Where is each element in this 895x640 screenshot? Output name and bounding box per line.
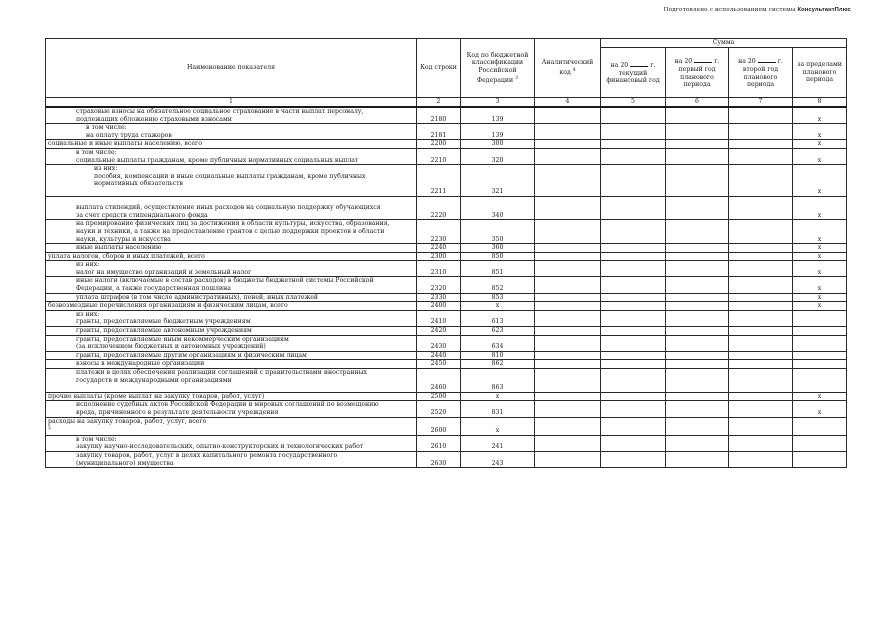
col-first-year-header bbox=[666, 48, 729, 98]
row-label-line: страховые взносы на обязательное социальное страхование в части выплат персоналу, bbox=[76, 108, 364, 115]
row-label-line: в том числе: bbox=[76, 435, 117, 443]
row-kbk: 634 bbox=[461, 335, 535, 351]
row-sum-beyond: x bbox=[793, 124, 847, 140]
row-analytic-cell[interactable] bbox=[535, 293, 601, 302]
row-sum-current[interactable] bbox=[601, 302, 666, 311]
second-suffix: г. bbox=[777, 58, 783, 66]
row-kbk: 862 bbox=[461, 360, 535, 369]
row-label bbox=[46, 277, 417, 293]
top-note bbox=[0, 7, 851, 13]
row-analytic-cell[interactable] bbox=[535, 417, 601, 435]
row-code: 2230 bbox=[417, 220, 461, 244]
row-analytic-cell[interactable] bbox=[535, 148, 601, 164]
row-kbk: 851 bbox=[461, 261, 535, 277]
row-code: 2410 bbox=[417, 310, 461, 326]
row-code: 2181 bbox=[417, 124, 461, 140]
top-note-prefix: Подготовлено с использованием системы bbox=[663, 7, 798, 13]
row-kbk: 320 bbox=[461, 148, 535, 164]
row-sum-second[interactable] bbox=[729, 435, 793, 451]
row-label bbox=[46, 417, 417, 435]
row-label-line: исполнение судебных актов Российской Федерации и мировых соглашений по возмещению bbox=[76, 401, 379, 409]
row-code: 2430 bbox=[417, 335, 461, 351]
row-sum-current[interactable] bbox=[601, 293, 666, 302]
row-label-line: безвозмездные перечисления организациям и физическим лицам, всего bbox=[48, 302, 288, 310]
row-sum-current[interactable] bbox=[601, 196, 666, 220]
cur-suffix: г. bbox=[650, 62, 656, 70]
row-sum-current[interactable] bbox=[601, 107, 666, 124]
row-sum-first[interactable] bbox=[666, 360, 729, 369]
second-desc: второй год планового периода bbox=[742, 65, 779, 89]
table-row bbox=[46, 124, 847, 140]
row-sum-first[interactable] bbox=[666, 392, 729, 401]
row-code: 2450 bbox=[417, 360, 461, 369]
row-sum-beyond: x bbox=[793, 302, 847, 311]
col-number: 5 bbox=[601, 98, 666, 108]
table-row bbox=[46, 107, 847, 124]
row-sum-beyond: x bbox=[793, 261, 847, 277]
row-sum-beyond: x bbox=[793, 392, 847, 401]
row-code: 2310 bbox=[417, 261, 461, 277]
table-row bbox=[46, 369, 847, 393]
table-row bbox=[46, 417, 847, 435]
row-sum-current[interactable] bbox=[601, 261, 666, 277]
row-code: 2320 bbox=[417, 277, 461, 293]
expenses-table bbox=[45, 38, 847, 468]
row-kbk: 350 bbox=[461, 220, 535, 244]
row-label-line: на оплату труда стажеров bbox=[86, 131, 172, 139]
row-sum-beyond: x bbox=[793, 252, 847, 261]
kbk-footnote: 3 bbox=[515, 75, 518, 81]
row-sum-first[interactable] bbox=[666, 124, 729, 140]
row-label-line: в том числе: bbox=[86, 124, 127, 132]
row-sum-first[interactable] bbox=[666, 165, 729, 196]
row-analytic-cell[interactable] bbox=[535, 435, 601, 451]
row-sum-current[interactable] bbox=[601, 140, 666, 149]
row-label bbox=[46, 261, 417, 277]
row-label-line: уплата штрафов (в том числе административных), пеней, иных платежей bbox=[76, 293, 319, 301]
row-sum-current[interactable] bbox=[601, 452, 666, 468]
row-label-line: вреда, причиненного в результате деятельности учреждения bbox=[76, 408, 279, 416]
row-sum-beyond: x bbox=[793, 293, 847, 302]
first-suffix: г. bbox=[714, 58, 720, 66]
row-sum-beyond: x bbox=[793, 165, 847, 196]
table-row bbox=[46, 220, 847, 244]
row-label-line: иные налоги (включаемые в состав расходов) в бюджеты бюджетной системы Российской bbox=[76, 277, 374, 285]
row-label bbox=[46, 392, 417, 401]
row-label bbox=[46, 360, 417, 369]
row-sum-second[interactable] bbox=[729, 360, 793, 369]
row-sum-first[interactable] bbox=[666, 244, 729, 253]
table-row bbox=[46, 327, 847, 336]
row-sum-first[interactable] bbox=[666, 220, 729, 244]
row-label bbox=[46, 252, 417, 261]
row-sum-second[interactable] bbox=[729, 124, 793, 140]
row-label bbox=[46, 107, 417, 124]
row-code: 2440 bbox=[417, 351, 461, 360]
row-sum-current[interactable] bbox=[601, 369, 666, 393]
row-sum-second[interactable] bbox=[729, 417, 793, 435]
row-sum-second[interactable] bbox=[729, 327, 793, 336]
row-label bbox=[46, 401, 417, 417]
first-prefix: на 20 bbox=[674, 58, 693, 66]
row-code: 2500 bbox=[417, 392, 461, 401]
row-sum-second[interactable] bbox=[729, 140, 793, 149]
row-sum-current[interactable] bbox=[601, 252, 666, 261]
row-analytic-cell[interactable] bbox=[535, 244, 601, 253]
row-sum-beyond: x bbox=[793, 107, 847, 124]
row-sum-beyond: x bbox=[793, 220, 847, 244]
row-analytic-cell[interactable] bbox=[535, 220, 601, 244]
row-sum-second[interactable] bbox=[729, 196, 793, 220]
row-sum-second[interactable] bbox=[729, 401, 793, 417]
row-label bbox=[46, 435, 417, 451]
table-row bbox=[46, 148, 847, 164]
row-sum-first[interactable] bbox=[666, 401, 729, 417]
row-code: 2240 bbox=[417, 244, 461, 253]
row-analytic-cell[interactable] bbox=[535, 302, 601, 311]
row-kbk: 241 bbox=[461, 435, 535, 451]
row-analytic-cell[interactable] bbox=[535, 277, 601, 293]
cur-desc: текущий финансовый год bbox=[606, 69, 660, 85]
row-sum-beyond[interactable] bbox=[793, 452, 847, 468]
row-sum-current[interactable] bbox=[601, 277, 666, 293]
row-sum-first[interactable] bbox=[666, 417, 729, 435]
row-kbk: 810 bbox=[461, 351, 535, 360]
row-analytic-cell[interactable] bbox=[535, 124, 601, 140]
row-kbk: 853 bbox=[461, 293, 535, 302]
row-kbk: 340 bbox=[461, 196, 535, 220]
row-label-line: Федерации, а также государственная пошлина bbox=[76, 285, 231, 293]
row-kbk: 613 bbox=[461, 310, 535, 326]
row-label bbox=[46, 310, 417, 326]
row-label-line: пособия, компенсации и иные социальные выплаты гражданам, кроме публичных bbox=[94, 172, 366, 180]
row-sum-current[interactable] bbox=[601, 327, 666, 336]
row-sum-second[interactable] bbox=[729, 310, 793, 326]
row-label-line: социальные выплаты гражданам, кроме публичных нормативных социальных выплат bbox=[76, 156, 359, 164]
row-analytic-cell[interactable] bbox=[535, 196, 601, 220]
row-code: 2210 bbox=[417, 148, 461, 164]
row-sum-current[interactable] bbox=[601, 165, 666, 196]
row-sum-second[interactable] bbox=[729, 452, 793, 468]
row-code: 2420 bbox=[417, 327, 461, 336]
row-sum-current[interactable] bbox=[601, 351, 666, 360]
row-analytic-cell[interactable] bbox=[535, 401, 601, 417]
row-sum-second[interactable] bbox=[729, 335, 793, 351]
row-sum-beyond[interactable] bbox=[793, 417, 847, 435]
row-label-line: налог на имущество организаций и земельный налог bbox=[76, 268, 252, 276]
table-row bbox=[46, 252, 847, 261]
row-sum-second[interactable] bbox=[729, 369, 793, 393]
row-label bbox=[46, 140, 417, 149]
col-number: 6 bbox=[666, 98, 729, 108]
top-note-brand: КонсультантПлюс bbox=[797, 7, 851, 13]
table-row bbox=[46, 196, 847, 220]
row-label-line: прочие выплаты (кроме выплат на закупку товаров, работ, услуг) bbox=[48, 392, 265, 400]
row-analytic-cell[interactable] bbox=[535, 107, 601, 124]
row-sum-second[interactable] bbox=[729, 302, 793, 311]
row-sum-first[interactable] bbox=[666, 277, 729, 293]
cur-prefix: на 20 bbox=[610, 62, 629, 70]
row-label-line: выплата стипендий, осуществление иных расходов на социальную поддержку обучающихся bbox=[76, 204, 381, 212]
col-code-header: Код строки bbox=[417, 39, 461, 98]
row-label-line: (за исключением бюджетных и автономных учреждений) bbox=[76, 343, 266, 351]
row-kbk: x bbox=[461, 302, 535, 311]
row-code: 2600 bbox=[417, 417, 461, 435]
row-label bbox=[46, 148, 417, 164]
row-code: 2220 bbox=[417, 196, 461, 220]
row-kbk: 831 bbox=[461, 401, 535, 417]
year-blank bbox=[694, 56, 712, 63]
row-analytic-cell[interactable] bbox=[535, 335, 601, 351]
row-label bbox=[46, 327, 417, 336]
row-code: 2520 bbox=[417, 401, 461, 417]
row-analytic-cell[interactable] bbox=[535, 140, 601, 149]
col-number: 8 bbox=[793, 98, 847, 108]
row-label bbox=[46, 302, 417, 311]
row-sum-first[interactable] bbox=[666, 261, 729, 277]
row-sum-first[interactable] bbox=[666, 452, 729, 468]
col-number: 3 bbox=[461, 98, 535, 108]
row-label-line bbox=[94, 188, 414, 196]
row-sum-first[interactable] bbox=[666, 369, 729, 393]
year-blank bbox=[758, 56, 776, 63]
row-sum-second[interactable] bbox=[729, 277, 793, 293]
second-prefix: на 20 bbox=[738, 58, 756, 66]
row-label bbox=[46, 369, 417, 393]
row-code: 2630 bbox=[417, 452, 461, 468]
row-sum-second[interactable] bbox=[729, 261, 793, 277]
row-code: 2300 bbox=[417, 252, 461, 261]
table-row bbox=[46, 351, 847, 360]
row-sum-second[interactable] bbox=[729, 293, 793, 302]
row-label-line: гранты, предоставляемые бюджетным учреждениям bbox=[76, 318, 251, 326]
row-analytic-cell[interactable] bbox=[535, 392, 601, 401]
col-number: 2 bbox=[417, 98, 461, 108]
row-sum-beyond: x bbox=[793, 401, 847, 417]
row-sum-first[interactable] bbox=[666, 327, 729, 336]
row-label-line: нормативных обязательств bbox=[94, 180, 184, 188]
row-sum-second[interactable] bbox=[729, 252, 793, 261]
row-sum-beyond[interactable] bbox=[793, 360, 847, 369]
row-sum-current[interactable] bbox=[601, 401, 666, 417]
table-row bbox=[46, 392, 847, 401]
row-label-line: закупку научно-исследовательских, опытно-конструкторских и технологических работ bbox=[76, 443, 364, 451]
row-analytic-cell[interactable] bbox=[535, 261, 601, 277]
row-label-line: гранты, предоставляемые автономным учреждениям bbox=[76, 327, 252, 335]
row-label-line: иные выплаты населению bbox=[76, 244, 162, 252]
row-sum-second[interactable] bbox=[729, 244, 793, 253]
row-label-line: на премирование физических лиц за достижения в области культуры, искусства, образования, bbox=[76, 220, 390, 228]
row-sum-current[interactable] bbox=[601, 220, 666, 244]
row-label-line: взносы в международные организации bbox=[76, 360, 205, 368]
col-beyond-header: за пределами планового периода bbox=[793, 48, 847, 98]
col-number: 1 bbox=[46, 98, 417, 108]
row-label bbox=[46, 124, 417, 140]
col-sum-header: Сумма bbox=[601, 39, 847, 48]
row-analytic-cell[interactable] bbox=[535, 252, 601, 261]
row-sum-beyond: x bbox=[793, 277, 847, 293]
row-label bbox=[46, 452, 417, 468]
row-label bbox=[46, 196, 417, 220]
row-label bbox=[46, 244, 417, 253]
row-analytic-cell[interactable] bbox=[535, 310, 601, 326]
row-kbk: x bbox=[461, 417, 535, 435]
row-code: 2610 bbox=[417, 435, 461, 451]
row-kbk: 623 bbox=[461, 327, 535, 336]
row-label-line: в том числе: bbox=[76, 148, 117, 156]
row-sum-beyond: x bbox=[793, 244, 847, 253]
col-number: 7 bbox=[729, 98, 793, 108]
row-sum-current[interactable] bbox=[601, 244, 666, 253]
col-second-year-header bbox=[729, 48, 793, 98]
row-label bbox=[46, 293, 417, 302]
row-label-line: платежи в целях обеспечения реализации соглашений с правительствами иностранных bbox=[76, 369, 367, 376]
table-row bbox=[46, 310, 847, 326]
row-sum-second[interactable] bbox=[729, 392, 793, 401]
col-analytic-header bbox=[535, 39, 601, 98]
row-sum-beyond[interactable] bbox=[793, 351, 847, 360]
row-label-line: из них: bbox=[76, 310, 100, 318]
row-analytic-cell[interactable] bbox=[535, 369, 601, 393]
row-sum-current[interactable] bbox=[601, 148, 666, 164]
row-sum-current[interactable] bbox=[601, 310, 666, 326]
col-name-header: Наименование показателя bbox=[46, 39, 417, 98]
row-sum-beyond[interactable] bbox=[793, 310, 847, 326]
row-kbk: 139 bbox=[461, 107, 535, 124]
table-row bbox=[46, 435, 847, 451]
row-sum-second[interactable] bbox=[729, 351, 793, 360]
row-analytic-cell[interactable] bbox=[535, 327, 601, 336]
row-sum-current[interactable] bbox=[601, 417, 666, 435]
table-row bbox=[46, 335, 847, 351]
table-row bbox=[46, 293, 847, 302]
row-code: 2180 bbox=[417, 107, 461, 124]
row-analytic-cell[interactable] bbox=[535, 351, 601, 360]
row-kbk: x bbox=[461, 392, 535, 401]
row-sum-current[interactable] bbox=[601, 360, 666, 369]
row-sum-first[interactable] bbox=[666, 107, 729, 124]
row-label-line: гранты, предоставляемые другим организациям и физическим лицам bbox=[76, 351, 307, 359]
row-sum-first[interactable] bbox=[666, 140, 729, 149]
row-label-line: за счет средств стипендиального фонда bbox=[76, 211, 208, 219]
row-sum-first[interactable] bbox=[666, 335, 729, 351]
row-sum-second[interactable] bbox=[729, 220, 793, 244]
row-kbk: 139 bbox=[461, 124, 535, 140]
row-sum-first[interactable] bbox=[666, 196, 729, 220]
row-kbk: 852 bbox=[461, 277, 535, 293]
row-code: 2200 bbox=[417, 140, 461, 149]
row-footnote: 5 bbox=[48, 426, 51, 432]
row-sum-beyond[interactable] bbox=[793, 435, 847, 451]
row-label-line: гранты, предоставляемые иным некоммерческим организациям bbox=[76, 335, 289, 343]
row-sum-current[interactable] bbox=[601, 435, 666, 451]
row-kbk: 300 bbox=[461, 140, 535, 149]
analytic-text: Аналитический код bbox=[541, 59, 594, 77]
row-sum-beyond[interactable] bbox=[793, 369, 847, 393]
analytic-footnote: 4 bbox=[572, 67, 576, 73]
row-label bbox=[46, 335, 417, 351]
row-sum-beyond: x bbox=[793, 196, 847, 220]
row-analytic-cell[interactable] bbox=[535, 452, 601, 468]
table-row bbox=[46, 302, 847, 311]
row-analytic-cell[interactable] bbox=[535, 360, 601, 369]
table-row bbox=[46, 360, 847, 369]
row-sum-first[interactable] bbox=[666, 435, 729, 451]
row-label-line: уплата налогов, сборов и иных платежей, всего bbox=[48, 252, 205, 260]
first-desc: первый год планового периода bbox=[678, 65, 716, 89]
row-sum-first[interactable] bbox=[666, 252, 729, 261]
row-sum-first[interactable] bbox=[666, 310, 729, 326]
row-sum-beyond: x bbox=[793, 148, 847, 164]
row-kbk: 243 bbox=[461, 452, 535, 468]
row-label-line: из них: bbox=[76, 261, 100, 269]
row-code: 2460 bbox=[417, 369, 461, 393]
row-label-line: государств и международными организациями bbox=[76, 376, 232, 384]
table-row bbox=[46, 401, 847, 417]
table-row bbox=[46, 165, 847, 196]
row-sum-beyond[interactable] bbox=[793, 327, 847, 336]
row-code: 2400 bbox=[417, 302, 461, 311]
row-kbk: 863 bbox=[461, 369, 535, 393]
row-sum-second[interactable] bbox=[729, 165, 793, 196]
kbk-text: Код по бюджетной классификации Российской Федерации bbox=[466, 51, 529, 84]
row-sum-current[interactable] bbox=[601, 392, 666, 401]
row-label bbox=[46, 351, 417, 360]
table-body bbox=[46, 107, 847, 468]
row-sum-beyond: x bbox=[793, 140, 847, 149]
row-sum-first[interactable] bbox=[666, 302, 729, 311]
row-sum-beyond[interactable] bbox=[793, 335, 847, 351]
row-label-line: из них: bbox=[94, 165, 118, 173]
row-label bbox=[46, 220, 417, 244]
row-code: 2330 bbox=[417, 293, 461, 302]
table-row bbox=[46, 261, 847, 277]
row-sum-second[interactable] bbox=[729, 107, 793, 124]
row-label-line: науки, культуры и искусства bbox=[76, 235, 171, 243]
row-kbk: 360 bbox=[461, 244, 535, 253]
row-label-line bbox=[76, 384, 414, 392]
row-label-line: (муниципального) имущества bbox=[76, 459, 174, 467]
table-row bbox=[46, 140, 847, 149]
col-kbk-header bbox=[461, 39, 535, 98]
row-sum-current[interactable] bbox=[601, 335, 666, 351]
col-number: 4 bbox=[535, 98, 601, 108]
row-sum-second[interactable] bbox=[729, 148, 793, 164]
col-current-year-header bbox=[601, 48, 666, 98]
row-sum-first[interactable] bbox=[666, 293, 729, 302]
row-kbk: 850 bbox=[461, 252, 535, 261]
year-blank bbox=[630, 60, 648, 67]
row-label-line: подлежащих обложению страховыми взносами bbox=[76, 115, 232, 123]
table-row bbox=[46, 277, 847, 293]
row-label bbox=[46, 165, 417, 196]
row-sum-first[interactable] bbox=[666, 148, 729, 164]
row-analytic-cell[interactable] bbox=[535, 165, 601, 196]
row-label-line: науки и техники, а также на предоставление грантов с целью поддержки проектов в области bbox=[76, 227, 385, 235]
row-sum-current[interactable] bbox=[601, 124, 666, 140]
row-label-line: закупку товаров, работ, услуг в целях капитального ремонта государственного bbox=[76, 452, 338, 459]
row-code: 2211 bbox=[417, 165, 461, 196]
table-row bbox=[46, 244, 847, 253]
row-label-line bbox=[76, 197, 414, 205]
row-label-line: расходы на закупку товаров, работ, услуг, всего bbox=[48, 417, 207, 425]
row-sum-first[interactable] bbox=[666, 351, 729, 360]
row-kbk: 321 bbox=[461, 165, 535, 196]
row-label-line: социальные и иные выплаты населению, всего bbox=[48, 140, 202, 148]
table-row bbox=[46, 452, 847, 468]
